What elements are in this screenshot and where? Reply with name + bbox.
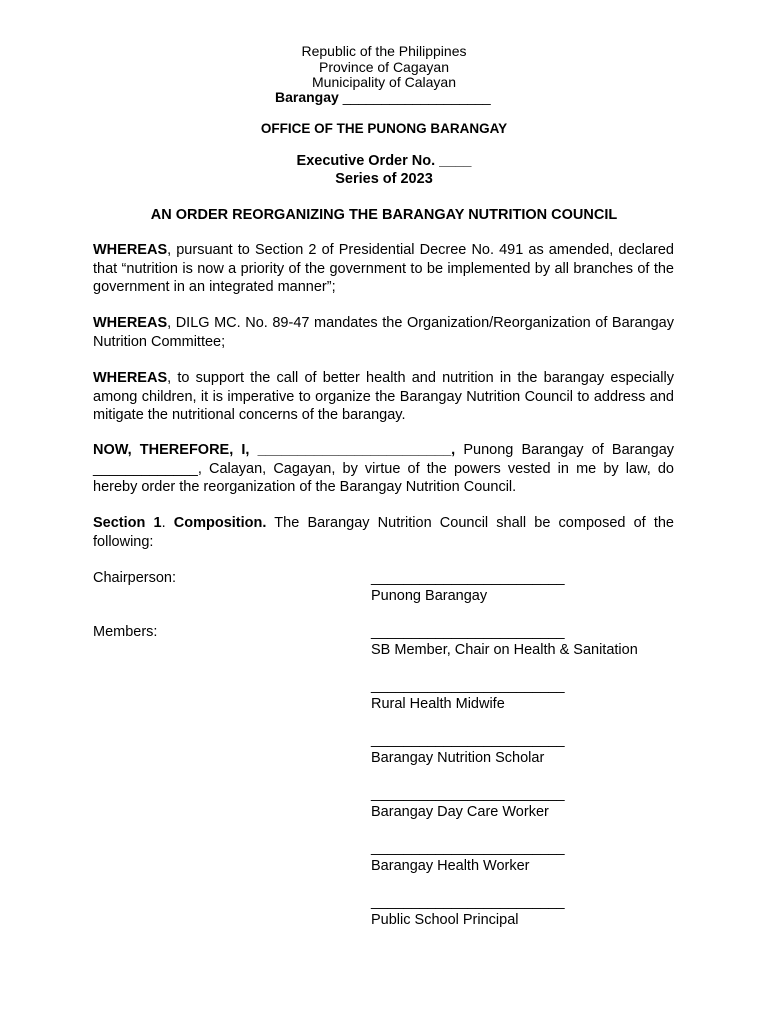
member-title: Barangay Health Worker	[371, 858, 530, 874]
member-title: Rural Health Midwife	[371, 696, 505, 712]
section-1-subheading: Composition.	[173, 515, 267, 531]
signature-line: ________________________	[371, 678, 565, 694]
signature-line: ________________________	[371, 894, 565, 910]
whereas-text: , to support the call of better health and nutrition in the barangay especially among children, it is imperative to organize the Barangay Nutrition Council to address and mitigate the nutritional concerns of the barangay.	[93, 370, 674, 423]
member-signature-block	[371, 623, 638, 659]
whereas-paragraph-3	[93, 369, 674, 425]
signature-line: ________________________	[371, 786, 565, 802]
now-therefore-lead: NOW, THEREFORE, I, ________________________,	[93, 442, 456, 458]
member-signature-block	[371, 839, 565, 875]
signature-line: ________________________	[371, 732, 565, 748]
series-year: Series of 2023	[335, 171, 433, 187]
barangay-blank: ___________________	[338, 89, 491, 105]
header-province: Province of Cagayan	[319, 59, 449, 75]
whereas-lead: WHEREAS	[93, 242, 168, 258]
order-title: AN ORDER REORGANIZING THE BARANGAY NUTRITION COUNCIL	[150, 207, 618, 223]
member-signature-block	[371, 731, 565, 767]
now-therefore-paragraph	[93, 441, 674, 497]
section-1-text: The Barangay Nutrition Council shall be composed of the following:	[93, 515, 674, 550]
member-title: Public School Principal	[371, 912, 519, 928]
chairperson-signature-block	[371, 569, 565, 605]
office-title: OFFICE OF THE PUNONG BARANGAY	[260, 121, 508, 136]
section-1-separator: .	[161, 515, 174, 531]
whereas-lead: WHEREAS	[93, 370, 168, 386]
members-label: Members:	[93, 624, 158, 640]
signature-line: ________________________	[371, 624, 565, 640]
section-1-heading: Section 1	[93, 515, 162, 531]
whereas-lead: WHEREAS	[93, 315, 168, 331]
chairperson-title: Punong Barangay	[371, 588, 488, 604]
now-therefore-text: Punong Barangay of Barangay _____________, Calayan, Cagayan, by virtue of the powers vested in me by law, do hereby order the reorganization of the Barangay Nutrition Council.	[93, 442, 675, 495]
signature-line: ________________________	[371, 840, 565, 856]
member-signature-block	[371, 785, 565, 821]
header-municipality: Municipality of Calayan	[312, 74, 456, 90]
whereas-text: , DILG MC. No. 89-47 mandates the Organization/Reorganization of Barangay Nutrition Committee;	[93, 315, 674, 350]
barangay-label: Barangay	[275, 89, 339, 105]
chairperson-label: Chairperson:	[93, 570, 177, 586]
member-title: Barangay Nutrition Scholar	[371, 750, 545, 766]
member-title: SB Member, Chair on Health & Sanitation	[371, 642, 638, 658]
member-title: Barangay Day Care Worker	[371, 804, 549, 820]
member-signature-block	[371, 893, 565, 929]
member-signature-block	[371, 677, 565, 713]
header-barangay	[275, 89, 491, 105]
whereas-text: , pursuant to Section 2 of Presidential Decree No. 491 as amended, declared that “nutrition is now a priority of the government to be implemented by all branches of the government in an integrated manner”;	[93, 242, 674, 295]
header-republic: Republic of the Philippines	[301, 43, 467, 59]
whereas-paragraph-1	[93, 241, 674, 297]
executive-order-number: Executive Order No. ____	[296, 153, 472, 169]
section-1-paragraph	[93, 514, 674, 551]
whereas-paragraph-2	[93, 314, 674, 351]
signature-line: ________________________	[371, 570, 565, 586]
